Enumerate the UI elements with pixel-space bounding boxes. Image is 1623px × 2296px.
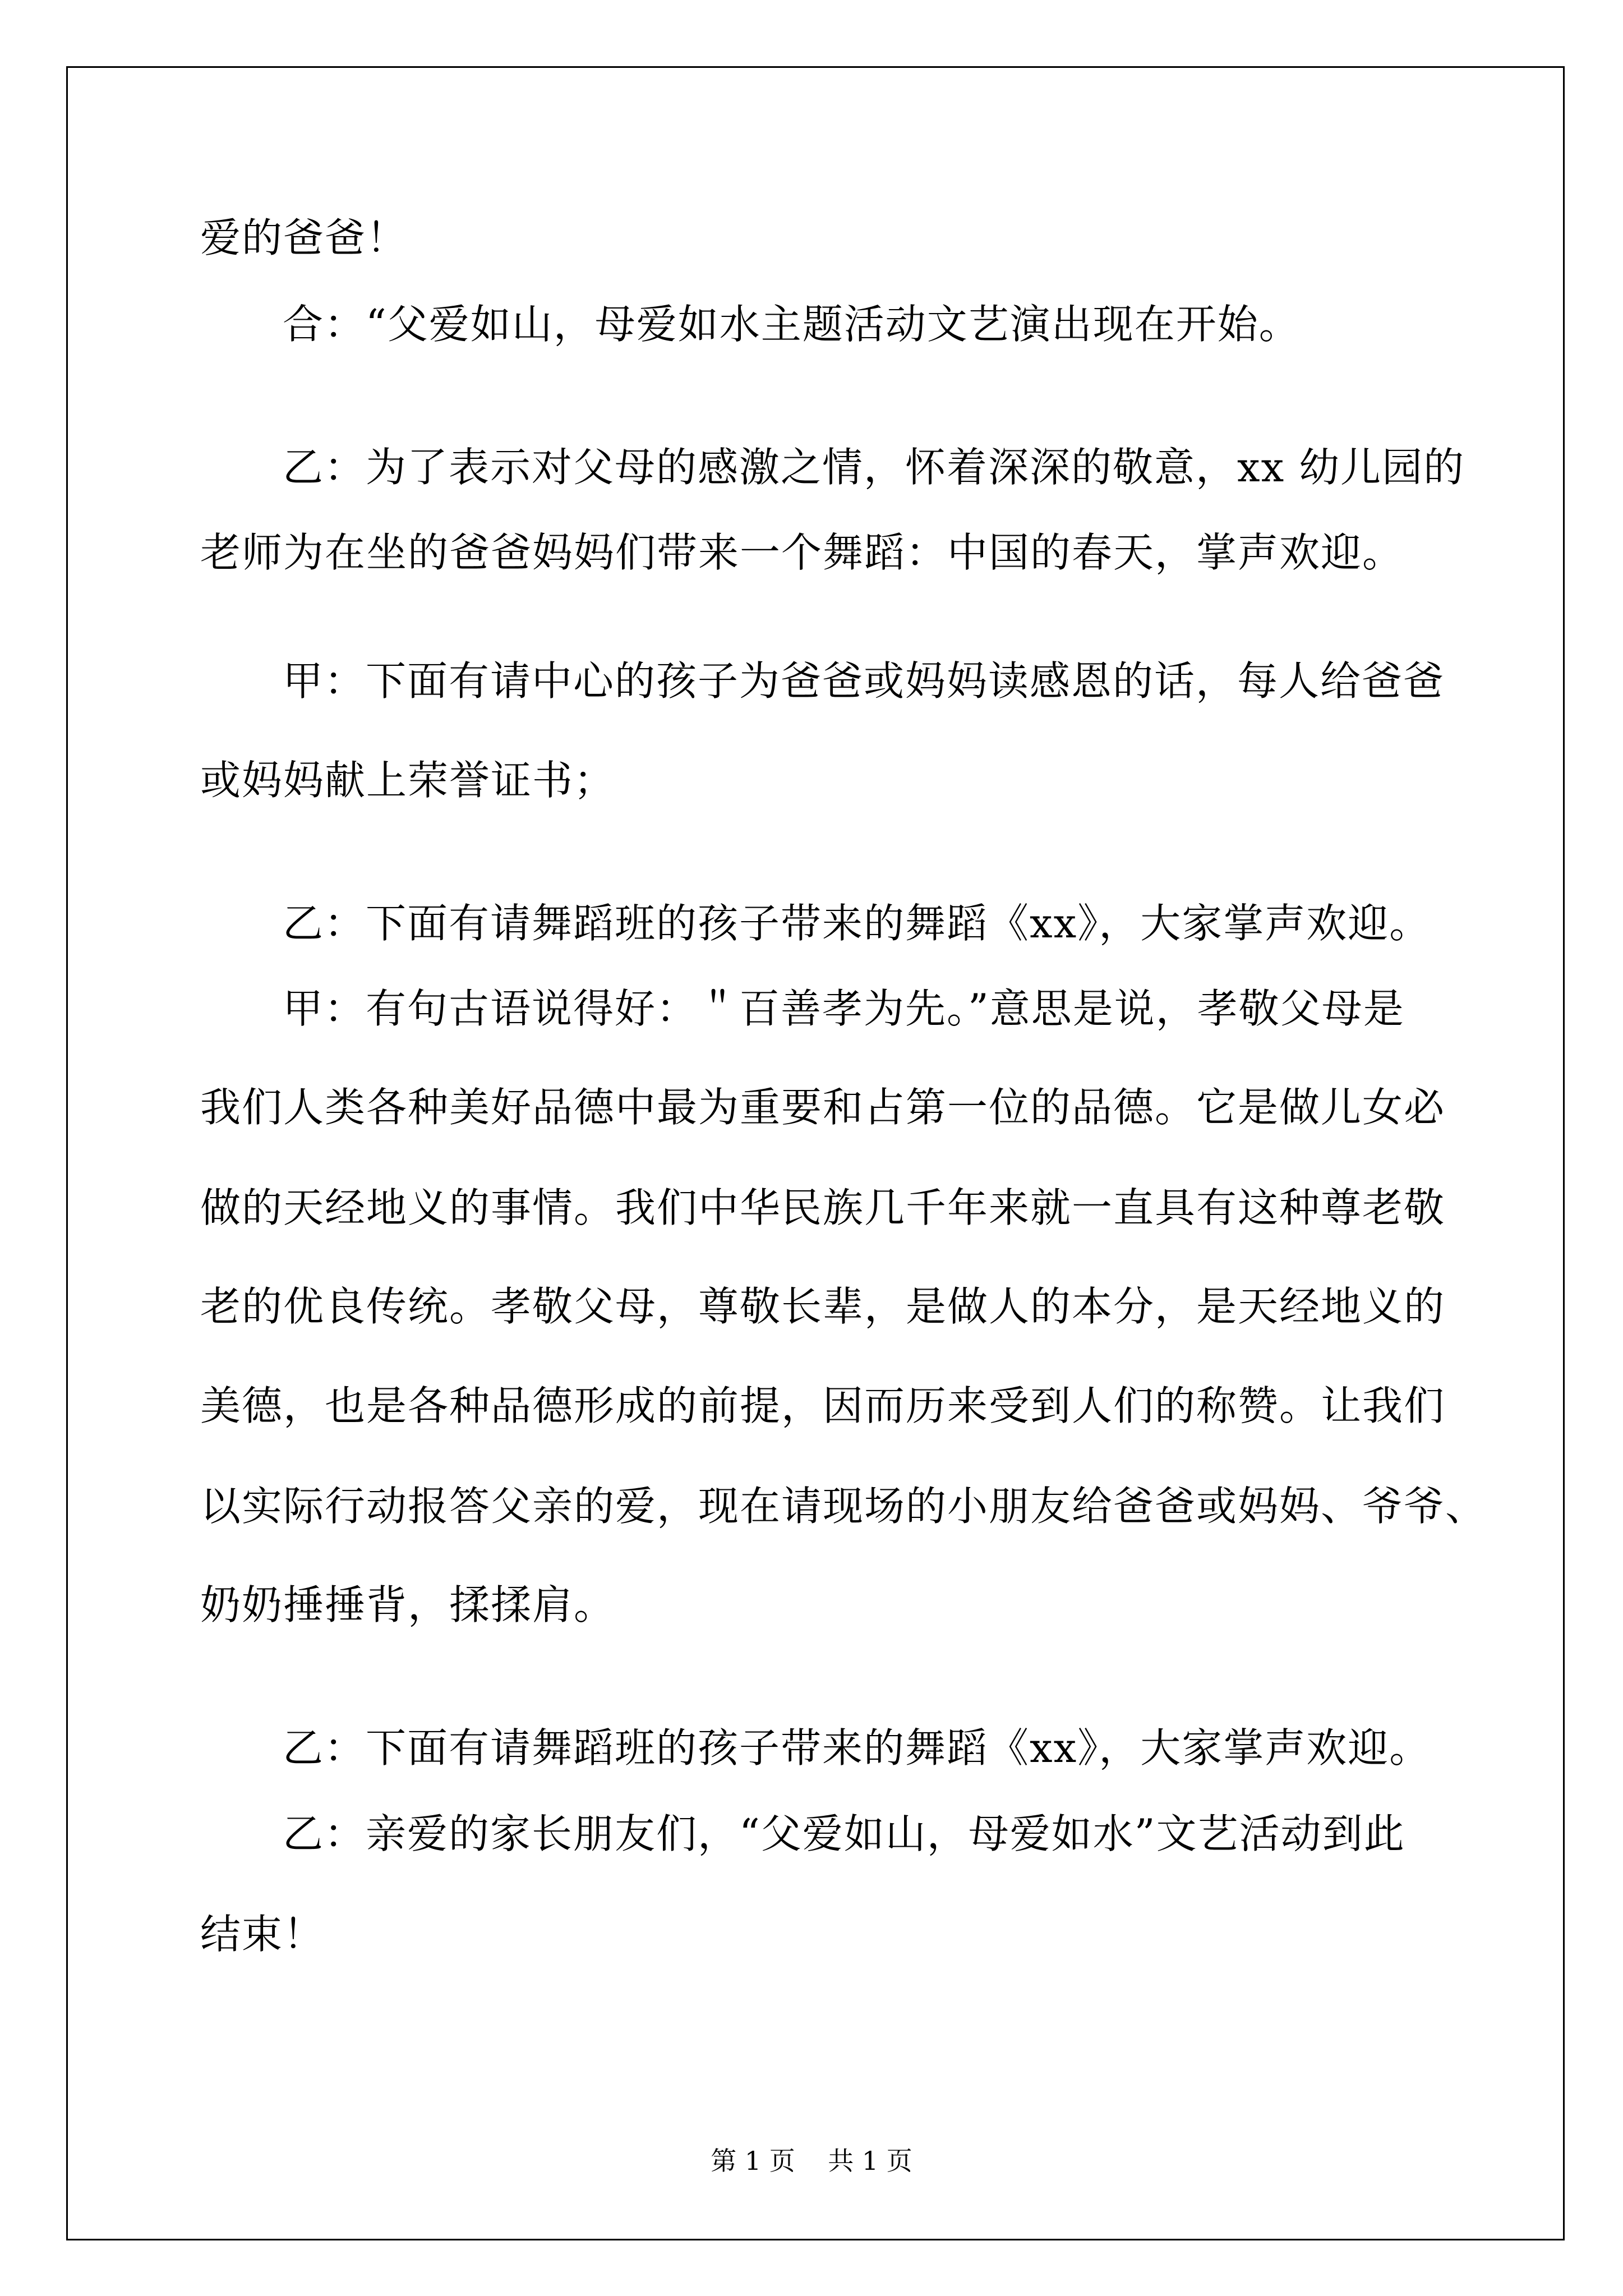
text-line-5: 甲：下面有请中心的孩子为爸爸或妈妈读感恩的话，每人给爸爸: [283, 657, 1445, 705]
text-line-6: 或妈妈献上荣誉证书；: [200, 757, 616, 804]
text-line-11: 老的优良传统。孝敬父母，尊敬长辈，是做人的本分，是天经地义的: [200, 1283, 1446, 1330]
text-line-17: 结束！: [200, 1911, 325, 1958]
text-line-3: 乙：为了表示对父母的感激之情，怀着深深的敬意，xx 幼儿园的: [283, 444, 1465, 491]
text-line-10: 做的天经地义的事情。我们中华民族几千年来就一直具有这种尊老敬: [200, 1184, 1446, 1231]
text-line-8: 甲：有句古语说得好：＂百善孝为先。”意思是说，孝敬父母是: [283, 985, 1405, 1032]
text-line-12: 美德，也是各种品德形成的前提，因而历来受到人们的称赞。让我们: [200, 1382, 1446, 1429]
text-line-4: 老师为在坐的爸爸妈妈们带来一个舞蹈：中国的春天，掌声欢迎。: [200, 529, 1404, 576]
text-line-14: 奶奶捶捶背，揉揉肩。: [200, 1581, 616, 1628]
text-line-16: 乙：亲爱的家长朋友们，“父爱如山，母爱如水”文艺活动到此: [283, 1810, 1405, 1857]
text-line-2: 合：“父爱如山，母爱如水主题活动文艺演出现在开始。: [283, 301, 1301, 348]
text-line-13: 以实际行动报答父亲的爱，现在请现场的小朋友给爸爸或妈妈、爷爷、: [200, 1483, 1487, 1530]
text-line-1: 爱的爸爸！: [200, 214, 408, 261]
page-number-footer: 第 1 页 共 1 页: [711, 2146, 912, 2176]
text-line-7: 乙：下面有请舞蹈班的孩子带来的舞蹈《xx》，大家掌声欢迎。: [283, 900, 1431, 947]
text-line-9: 我们人类各种美好品德中最为重要和占第一位的品德。它是做儿女必: [200, 1084, 1446, 1131]
text-line-15: 乙：下面有请舞蹈班的孩子带来的舞蹈《xx》，大家掌声欢迎。: [283, 1724, 1431, 1772]
